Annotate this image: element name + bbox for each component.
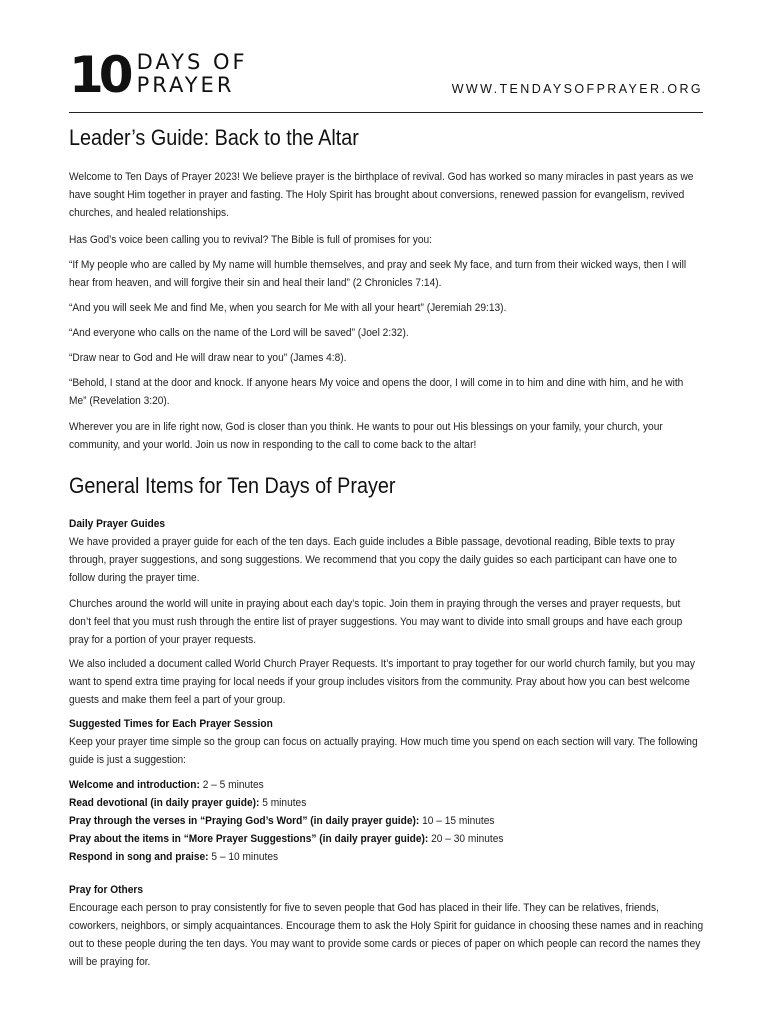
suggested-times-list bbox=[69, 776, 704, 866]
verse-2-chronicles: “If My people who are called by My name will humble themselves, and pray and seek My face, and turn from their wicked ways, then I will hear from heaven, and will forgive their sin and heal their land” (2 Chronicles 7:14). bbox=[69, 259, 687, 289]
time-item-value: 5 minutes bbox=[259, 797, 307, 809]
verse-jeremiah: “And you will seek Me and find Me, when you search for Me with all your heart” (Jeremiah 29:13). bbox=[69, 302, 507, 314]
time-item bbox=[69, 830, 704, 848]
verse-james: “Draw near to God and He will draw near to you” (James 4:8). bbox=[69, 352, 347, 364]
daily-guides-paragraph-2-block bbox=[69, 595, 704, 649]
pray-for-others-paragraph: Encourage each person to pray consistently for five to seven people that God has placed in their life. They can be relatives, friends, coworkers, neighbors, or simply acquaintances. Encourage them to ask the Holy Spirit for guidance in choosing these names and in reaching out to these people during the ten days. You may want to provide some cards or pieces of paper on which people can record the names they will be praying for. bbox=[69, 902, 704, 968]
time-item-label: Pray about the items in “More Prayer Suggestions” (in daily prayer guide): bbox=[69, 833, 429, 845]
daily-guides-paragraph-1: We have provided a prayer guide for each of the ten days. Each guide includes a Bible passage, devotional reading, Bible texts to pray through, prayer suggestions, and song suggestions. We recommend that you copy the daily guides so each participant can have one to follow during the prayer time. bbox=[69, 536, 677, 584]
daily-guides-paragraph-3: We also included a document called World Church Prayer Requests. It’s important to pray together for our world church family, but you may want to spend extra time praying for local needs if your group includes visitors from the community. Pray about how you can best welcome guests and make them feel a part of your group. bbox=[69, 658, 695, 706]
time-item-value: 10 – 15 minutes bbox=[419, 815, 495, 827]
time-item bbox=[69, 794, 704, 812]
website-url: WWW.TENDAYSOFPRAYER.ORG bbox=[451, 82, 703, 96]
general-items-title: General Items for Ten Days of Prayer bbox=[69, 473, 396, 498]
daily-guides-heading: Daily Prayer Guides bbox=[69, 518, 166, 530]
daily-guides-paragraph-3-block bbox=[69, 655, 704, 709]
logo-line-2: PRAYER bbox=[136, 73, 235, 97]
logo-number: 10 bbox=[69, 46, 129, 104]
time-item-value: 2 – 5 minutes bbox=[199, 779, 264, 791]
time-item-label: Respond in song and praise: bbox=[69, 851, 209, 863]
document-page bbox=[69, 0, 704, 968]
time-item bbox=[69, 812, 704, 830]
logo-line-1: DAYS OF bbox=[136, 50, 248, 74]
pray-for-others-heading: Pray for Others bbox=[69, 884, 144, 896]
time-item-label: Read devotional (in daily prayer guide): bbox=[69, 797, 260, 809]
closing-paragraph: Wherever you are in life right now, God is closer than you think. He wants to pour out His blessings on your family, your church, your community, and your world. Join us now in responding to the call to come back to the altar! bbox=[69, 421, 663, 451]
promise-intro-paragraph: Has God’s voice been calling you to revival? The Bible is full of promises for you: bbox=[69, 234, 433, 246]
suggested-times-heading: Suggested Times for Each Prayer Session bbox=[69, 718, 273, 730]
verse-joel: “And everyone who calls on the name of the Lord will be saved” (Joel 2:32). bbox=[69, 327, 409, 339]
leaders-guide-title: Leader’s Guide: Back to the Altar bbox=[69, 125, 359, 150]
verse-revelation: “Behold, I stand at the door and knock. If anyone hears My voice and opens the door, I will come in to him and dine with him, and he with Me” (Revelation 3:20). bbox=[69, 377, 684, 407]
time-item bbox=[69, 848, 704, 866]
ten-days-of-prayer-logo bbox=[69, 46, 248, 104]
pray-for-others-section bbox=[69, 881, 704, 971]
daily-guides-section bbox=[69, 515, 704, 587]
logo-words bbox=[137, 51, 248, 97]
time-item-label: Welcome and introduction: bbox=[69, 779, 200, 791]
suggested-times-section bbox=[69, 715, 704, 769]
time-item-label: Pray through the verses in “Praying God’s Word” (in daily prayer guide): bbox=[69, 815, 420, 827]
daily-guides-paragraph-2: Churches around the world will unite in praying about each day’s topic. Join them in praying through the verses and prayer requests, but don’t feel that you must rush through the entire list of prayer suggestions. You may want to divide into small groups and have each group pray for a portion of your prayer requests. bbox=[69, 598, 683, 646]
time-item bbox=[69, 776, 704, 794]
page-header bbox=[69, 0, 703, 113]
welcome-paragraph: Welcome to Ten Days of Prayer 2023! We believe prayer is the birthplace of revival. God has worked so many miracles in past years as we have sought Him together in prayer and fasting. The Holy Spirit has brought about conversions, renewed passion for evangelism, revived churches, and healed relationships. bbox=[69, 171, 694, 219]
time-item-value: 20 – 30 minutes bbox=[428, 833, 504, 845]
suggested-times-intro: Keep your prayer time simple so the group can focus on actually praying. How much time you spend on each section will vary. The following guide is just a suggestion: bbox=[69, 736, 698, 766]
time-item-value: 5 – 10 minutes bbox=[208, 851, 279, 863]
